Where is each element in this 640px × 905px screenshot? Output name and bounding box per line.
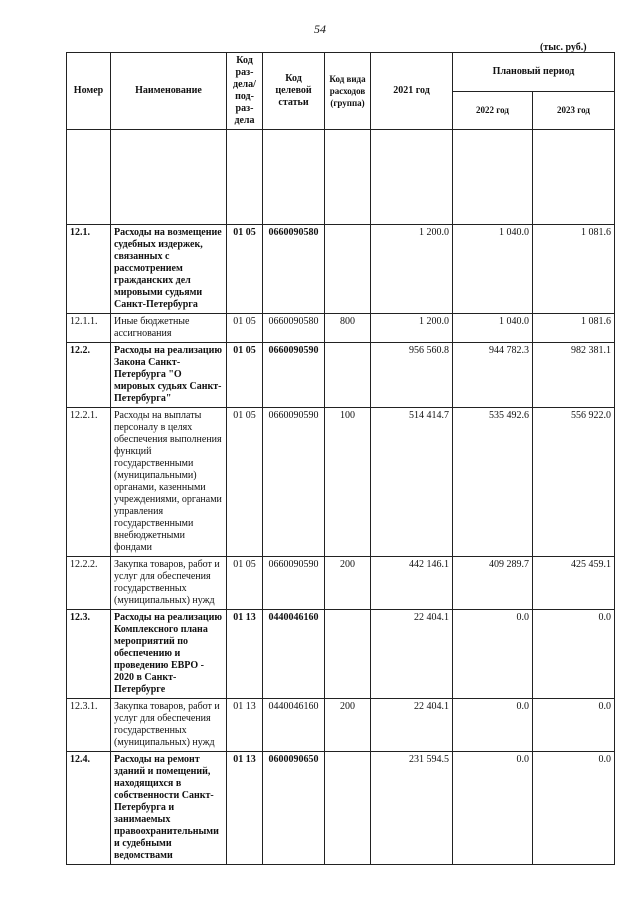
row-section-code: 01 05 [227, 557, 263, 610]
row-type-code [325, 752, 371, 865]
table-row [67, 408, 615, 557]
row-value-2021: 514 414.7 [371, 408, 453, 557]
header-name: Наименование [111, 53, 227, 130]
row-section-code: 01 13 [227, 752, 263, 865]
row-value-2023: 556 922.0 [533, 408, 615, 557]
table-row [67, 343, 615, 408]
header-2023: 2023 год [533, 91, 615, 130]
row-value-2023: 1 081.6 [533, 314, 615, 343]
row-value-2023: 0.0 [533, 699, 615, 752]
row-number: 12.2.2. [67, 557, 111, 610]
row-name: Расходы на реализацию Комплексного плана мероприятий по обеспечению и проведению ЕВРО - 2020 в Санкт-Петербурге [111, 610, 227, 699]
row-value-2022: 535 492.6 [453, 408, 533, 557]
budget-table [66, 52, 615, 865]
row-section-code: 01 13 [227, 699, 263, 752]
row-value-2022: 944 782.3 [453, 343, 533, 408]
row-section-code: 01 05 [227, 225, 263, 314]
row-number: 12.1.1. [67, 314, 111, 343]
row-section-code: 01 05 [227, 314, 263, 343]
row-target-code: 0660090590 [263, 557, 325, 610]
header-planned: Плановый период [453, 53, 615, 92]
row-type-code [325, 343, 371, 408]
row-target-code: 0440046160 [263, 699, 325, 752]
row-name: Расходы на выплаты персоналу в целях обеспечения выполнения функций государственными (муниципальными) органами, казенными учреждениями, органами управления государственными внебюджетными фондами [111, 408, 227, 557]
row-value-2021: 956 560.8 [371, 343, 453, 408]
row-number: 12.3. [67, 610, 111, 699]
header-spacer [67, 130, 615, 225]
row-number: 12.1. [67, 225, 111, 314]
row-value-2023: 425 459.1 [533, 557, 615, 610]
table-row [67, 610, 615, 699]
row-number: 12.2.1. [67, 408, 111, 557]
row-target-code: 0440046160 [263, 610, 325, 699]
row-value-2021: 1 200.0 [371, 225, 453, 314]
row-target-code: 0660090590 [263, 408, 325, 557]
table-row [67, 752, 615, 865]
row-name: Иные бюджетные ассигнования [111, 314, 227, 343]
table-row [67, 314, 615, 343]
row-value-2023: 0.0 [533, 610, 615, 699]
row-value-2022: 1 040.0 [453, 225, 533, 314]
header-2021: 2021 год [371, 53, 453, 130]
row-target-code: 0660090590 [263, 343, 325, 408]
row-name: Расходы на ремонт зданий и помещений, находящихся в собственности Санкт-Петербурга и занимаемых правоохранительными и судебными ведомствами [111, 752, 227, 865]
row-type-code: 200 [325, 699, 371, 752]
row-type-code: 100 [325, 408, 371, 557]
row-name: Закупка товаров, работ и услуг для обеспечения государственных (муниципальных) нужд [111, 557, 227, 610]
row-value-2021: 231 594.5 [371, 752, 453, 865]
units-label: (тыс. руб.) [540, 42, 587, 53]
row-section-code: 01 05 [227, 408, 263, 557]
row-type-code [325, 610, 371, 699]
row-name: Расходы на реализацию Закона Санкт-Петербурга "О мировых судьях Санкт-Петербурга" [111, 343, 227, 408]
row-value-2023: 0.0 [533, 752, 615, 865]
row-value-2023: 1 081.6 [533, 225, 615, 314]
row-value-2021: 22 404.1 [371, 610, 453, 699]
row-type-code: 800 [325, 314, 371, 343]
row-value-2022: 409 289.7 [453, 557, 533, 610]
row-value-2021: 22 404.1 [371, 699, 453, 752]
table-row [67, 699, 615, 752]
row-value-2021: 442 146.1 [371, 557, 453, 610]
row-number: 12.4. [67, 752, 111, 865]
row-section-code: 01 13 [227, 610, 263, 699]
row-target-code: 0660090580 [263, 314, 325, 343]
row-type-code: 200 [325, 557, 371, 610]
header-type: Код вида расходов (группа) [325, 53, 371, 130]
row-number: 12.2. [67, 343, 111, 408]
page-number: 54 [314, 22, 326, 36]
row-number: 12.3.1. [67, 699, 111, 752]
row-name: Закупка товаров, работ и услуг для обеспечения государственных (муниципальных) нужд [111, 699, 227, 752]
row-value-2022: 0.0 [453, 699, 533, 752]
row-type-code [325, 225, 371, 314]
row-value-2022: 0.0 [453, 610, 533, 699]
header-section: Код раз-дела/ под-раз-дела [227, 53, 263, 130]
row-target-code: 0600090650 [263, 752, 325, 865]
row-value-2023: 982 381.1 [533, 343, 615, 408]
row-name: Расходы на возмещение судебных издержек, связанных с рассмотрением гражданских дел мировыми судьями Санкт-Петербурга [111, 225, 227, 314]
table-row [67, 225, 615, 314]
header-number: Номер [67, 53, 111, 130]
header-target: Код целевой статьи [263, 53, 325, 130]
row-target-code: 0660090580 [263, 225, 325, 314]
table-row [67, 557, 615, 610]
row-section-code: 01 05 [227, 343, 263, 408]
row-value-2022: 0.0 [453, 752, 533, 865]
row-value-2021: 1 200.0 [371, 314, 453, 343]
row-value-2022: 1 040.0 [453, 314, 533, 343]
header-2022: 2022 год [453, 91, 533, 130]
